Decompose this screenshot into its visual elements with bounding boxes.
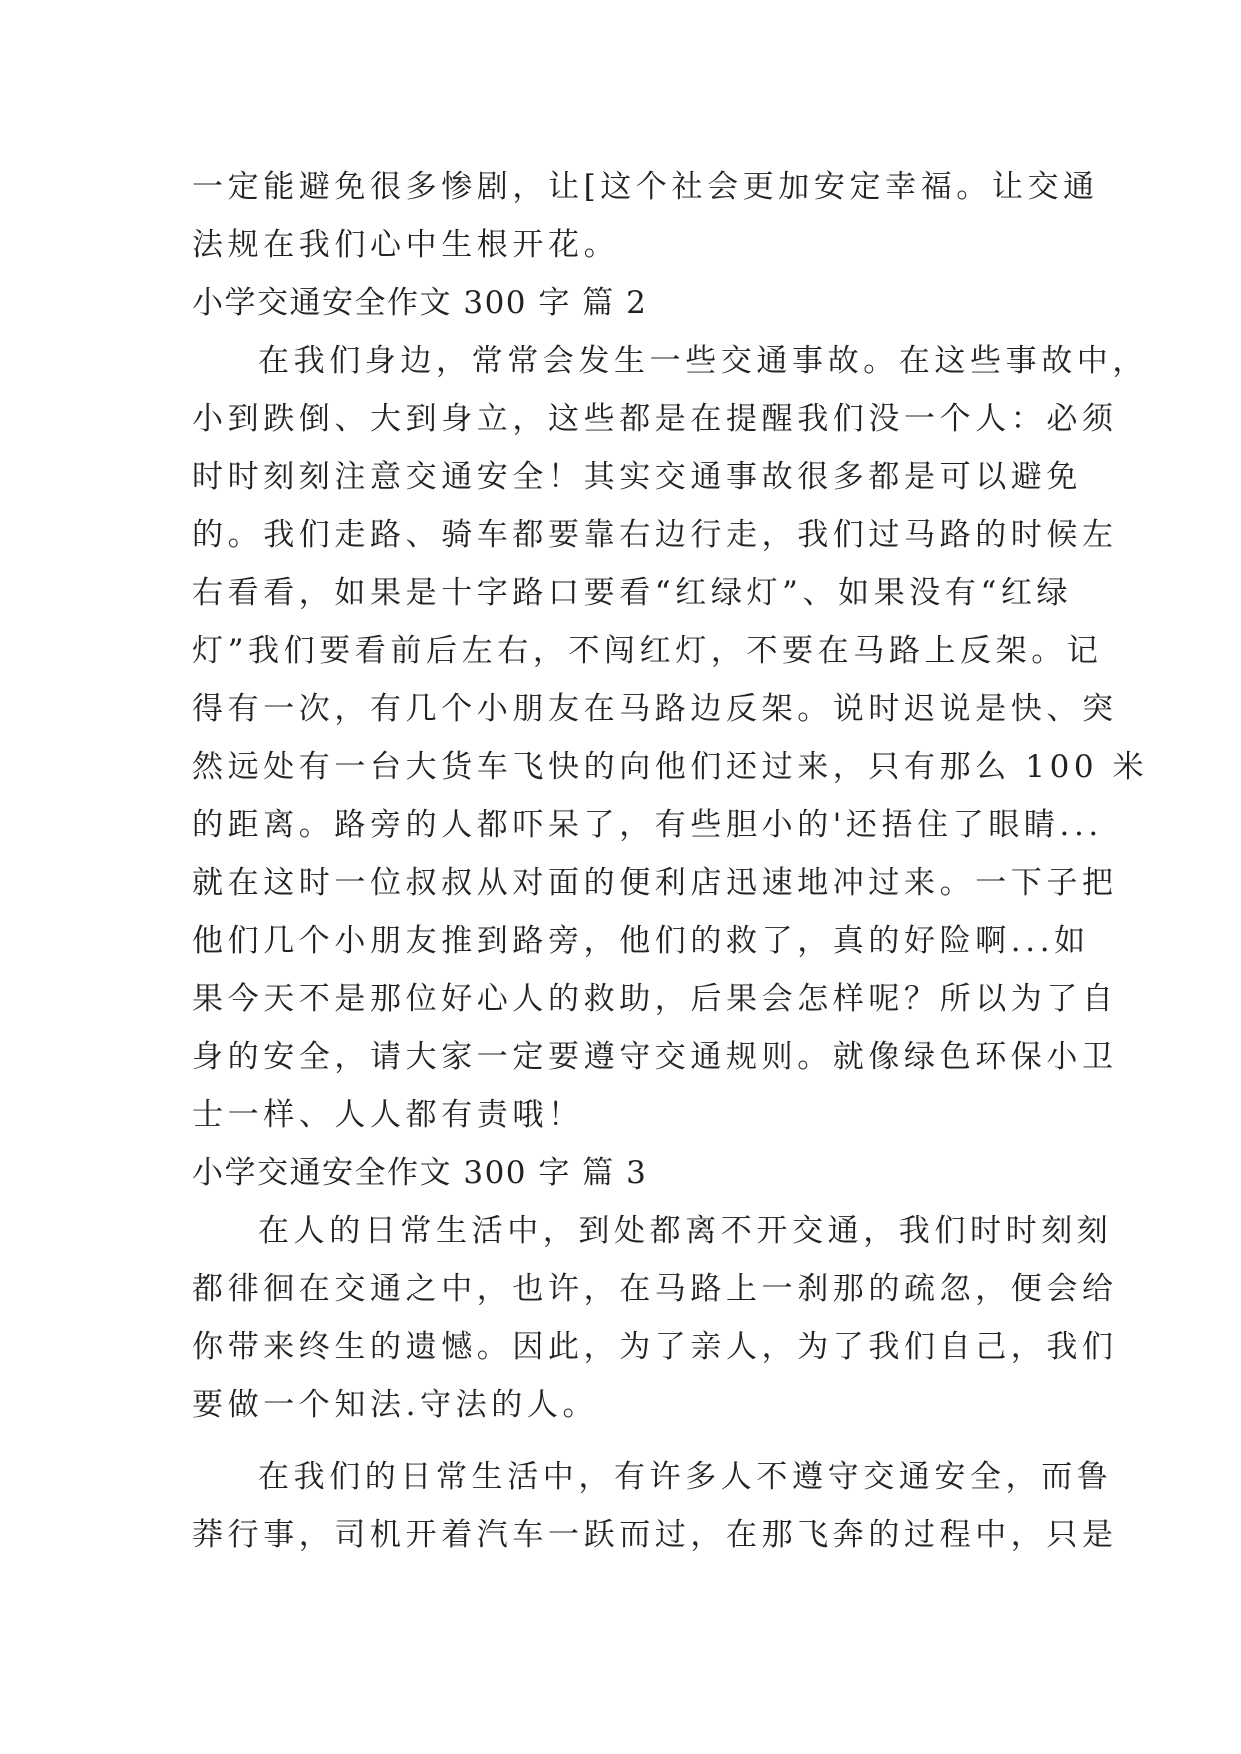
text-line: 要做一个知法.守法的人。 — [192, 1387, 599, 1423]
text-line: 在我们身边，常常会发生一些交通事故。在这些事故中， — [258, 343, 1148, 379]
text-line: 身的安全，请大家一定要遵守交通规则。就像绿色环保小卫 — [192, 1039, 1118, 1075]
text-line: 莽行事，司机开着汽车一跃而过，在那飞奔的过程中，只是 — [192, 1517, 1118, 1553]
text-line: 一定能避免很多惨剧，让[这个社会更加安定幸福。让交通 — [192, 169, 1099, 205]
text-line: 都徘徊在交通之中，也许，在马路上一刹那的疏忽，便会给 — [192, 1271, 1118, 1307]
text-line: 小到跌倒、大到身立，这些都是在提醒我们没一个人：必须 — [192, 401, 1118, 437]
text-line: 士一样、人人都有责哦！ — [192, 1097, 584, 1133]
document-body — [192, 158, 1149, 1564]
text-line: 在我们的日常生活中，有许多人不遵守交通安全，而鲁 — [258, 1459, 1113, 1495]
text-line: 得有一次，有几个小朋友在马路边反架。说时迟说是快、突 — [192, 691, 1118, 727]
text-line: 他们几个小朋友推到路旁，他们的救了，真的好险啊...如 — [192, 923, 1090, 959]
section-heading: 小学交通安全作文 300 字 篇 3 — [192, 1155, 648, 1191]
text-line: 法规在我们心中生根开花。 — [192, 227, 620, 263]
text-line: 右看看，如果是十字路口要看“红绿灯”、如果没有“红绿 — [192, 575, 1073, 611]
section-heading: 小学交通安全作文 300 字 篇 2 — [192, 285, 648, 321]
text-line: 时时刻刻注意交通安全！其实交通事故很多都是可以避免 — [192, 459, 1082, 495]
text-line: 的。我们走路、骑车都要靠右边行走，我们过马路的时候左 — [192, 517, 1118, 553]
text-line: 你带来终生的遗憾。因此，为了亲人，为了我们自己，我们 — [192, 1329, 1118, 1365]
text-line: 在人的日常生活中，到处都离不开交通，我们时时刻刻 — [258, 1213, 1113, 1249]
text-line: 就在这时一位叔叔从对面的便利店迅速地冲过来。一下子把 — [192, 865, 1118, 901]
text-line: 果今天不是那位好心人的救助，后果会怎样呢？所以为了自 — [192, 981, 1118, 1017]
text-line: 的距离。路旁的人都吓呆了，有些胆小的'还捂住了眼睛... — [192, 807, 1103, 843]
text-line: 灯”我们要看前后左右，不闯红灯，不要在马路上反架。记 — [192, 633, 1103, 669]
text-line: 然远处有一台大货车飞快的向他们还过来，只有那么 100 米 — [192, 749, 1149, 785]
